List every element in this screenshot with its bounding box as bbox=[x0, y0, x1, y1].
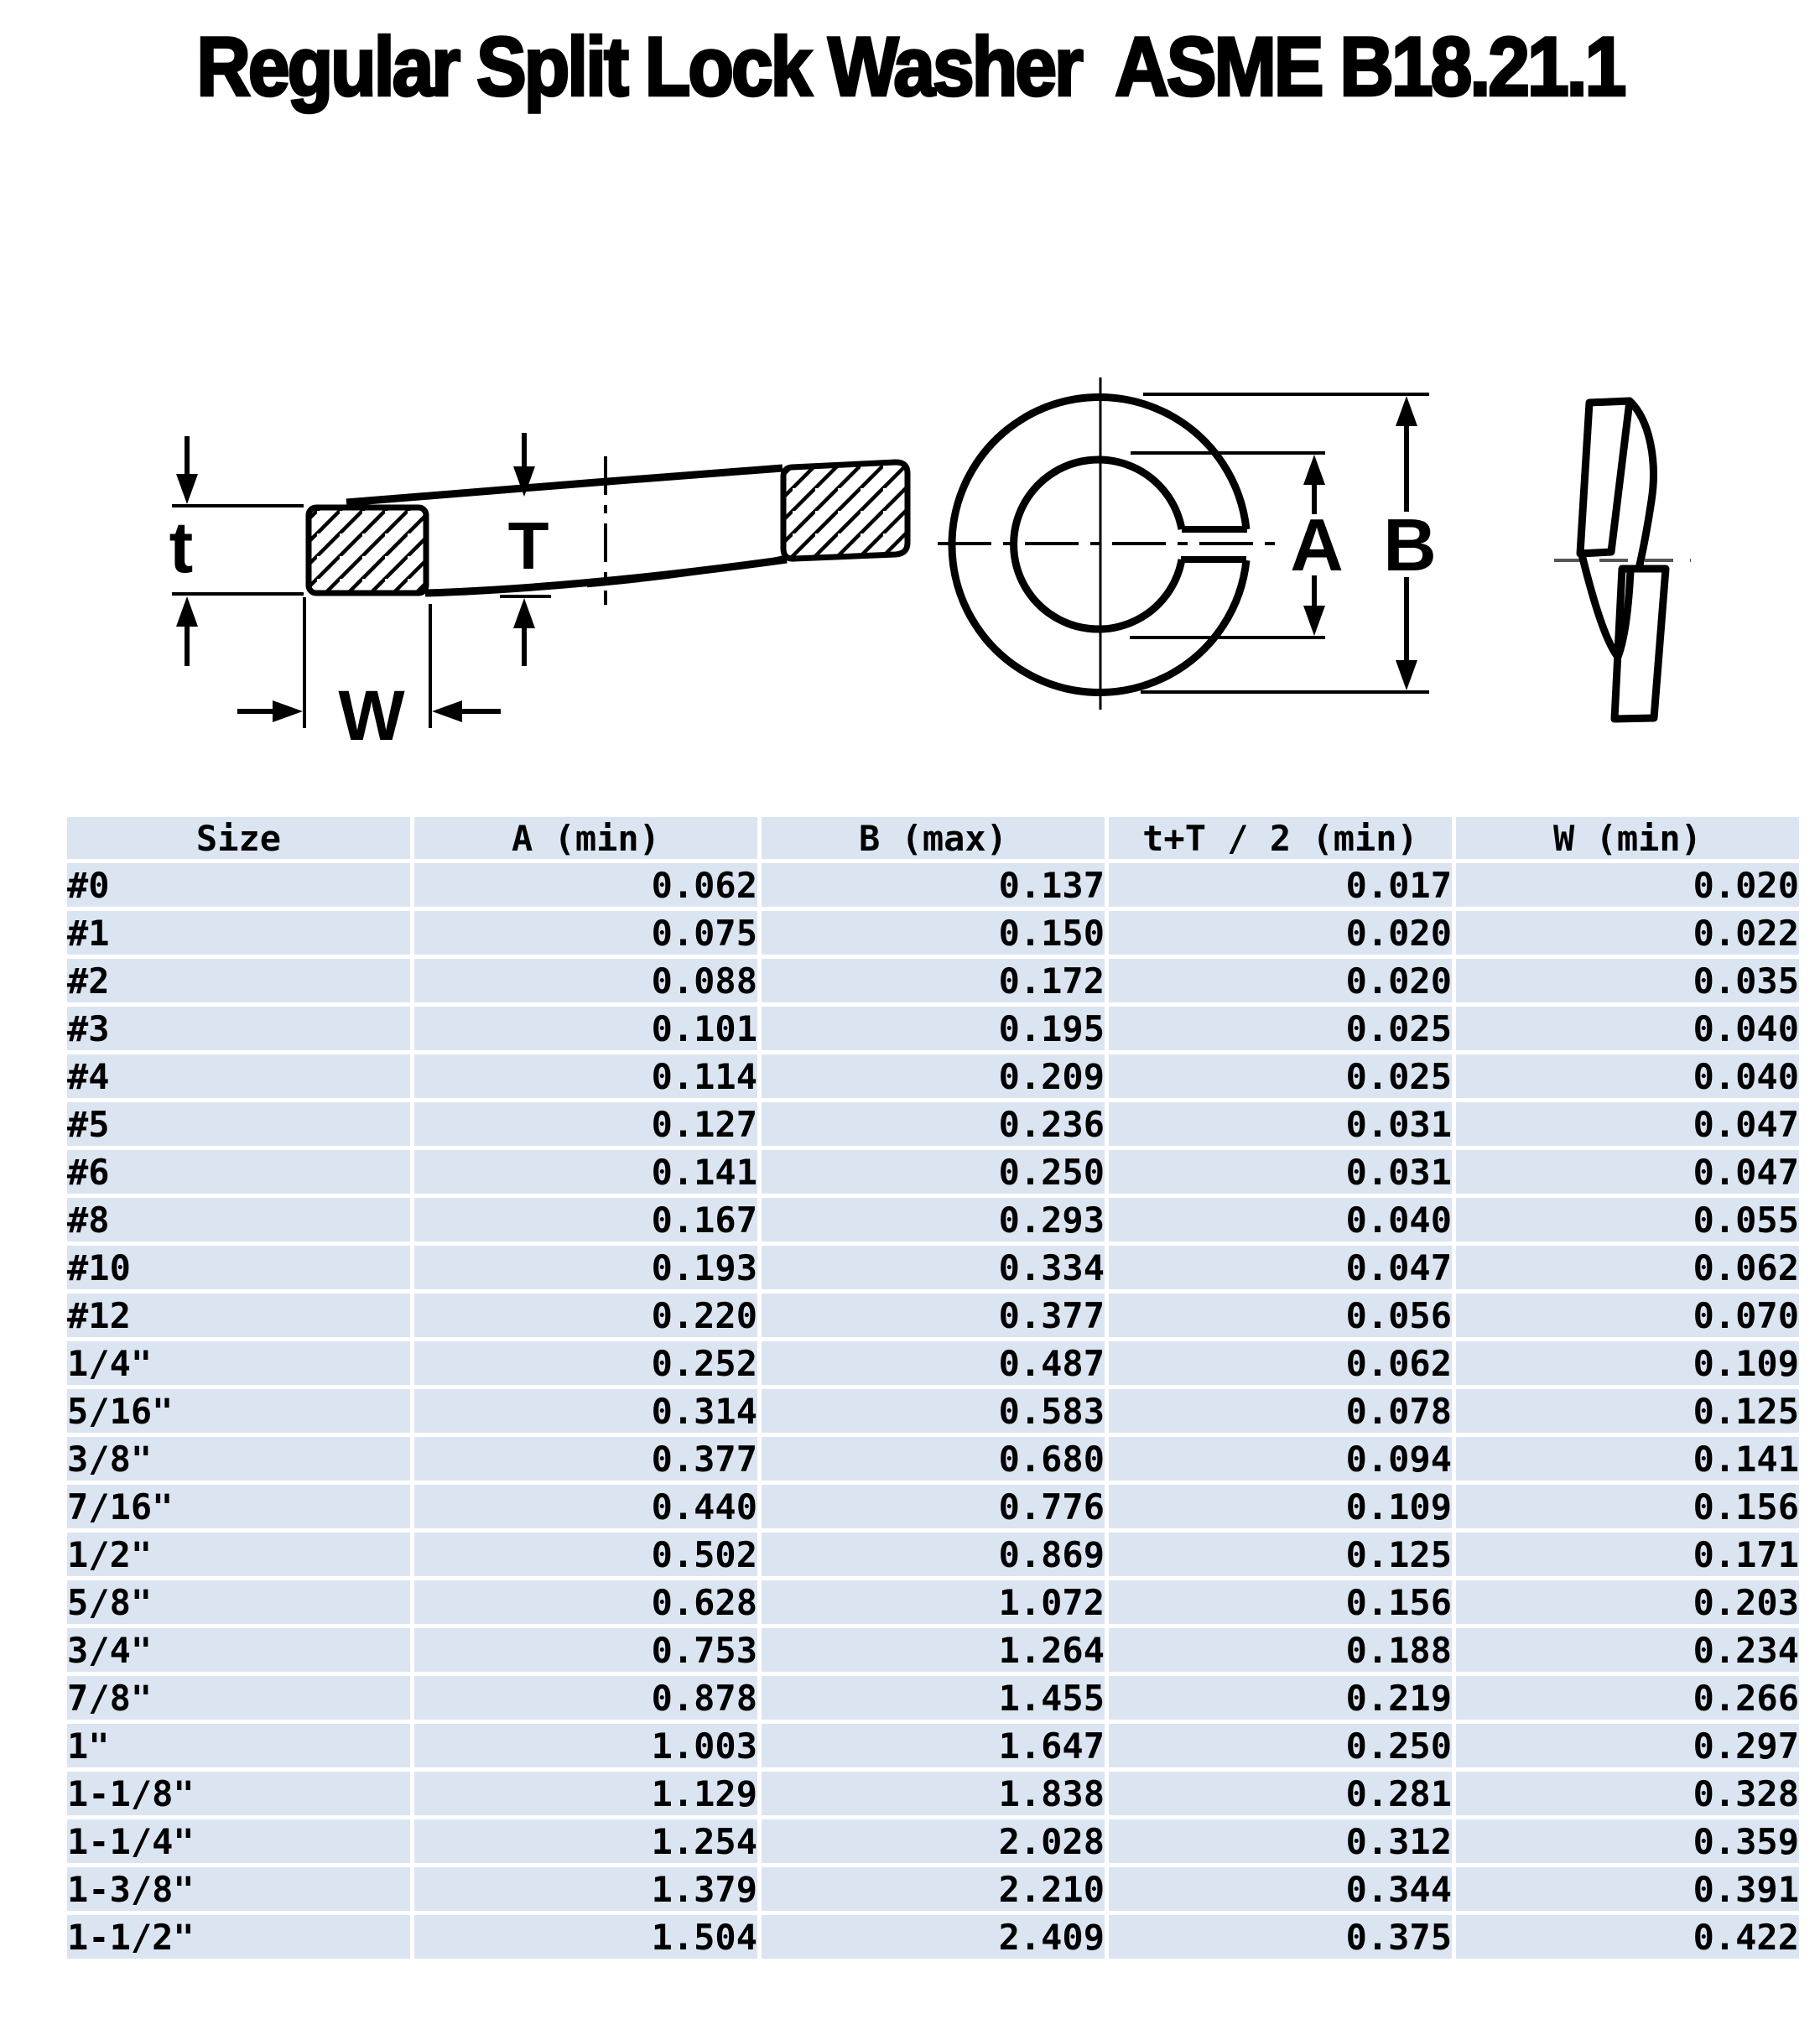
dimension-t bbox=[169, 436, 304, 666]
value-cell: 0.628 bbox=[414, 1580, 757, 1624]
value-cell: 0.047 bbox=[1109, 1246, 1452, 1289]
size-cell: 1-3/8" bbox=[67, 1867, 410, 1911]
value-cell: 0.281 bbox=[1109, 1772, 1452, 1815]
table-row bbox=[67, 1819, 1799, 1863]
value-cell: 2.028 bbox=[762, 1819, 1105, 1863]
value-cell: 0.127 bbox=[414, 1102, 757, 1146]
size-cell: 3/8" bbox=[67, 1437, 410, 1481]
column-header: B (max) bbox=[762, 817, 1105, 859]
value-cell: 0.094 bbox=[1109, 1437, 1452, 1481]
table-row bbox=[67, 1867, 1799, 1911]
dim-label-t: t bbox=[169, 507, 194, 588]
table-row bbox=[67, 1724, 1799, 1767]
front-view bbox=[938, 377, 1437, 710]
size-cell: #5 bbox=[67, 1102, 410, 1146]
table-row bbox=[67, 1676, 1799, 1720]
value-cell: 0.025 bbox=[1109, 1054, 1452, 1098]
value-cell: 0.047 bbox=[1456, 1150, 1799, 1194]
value-cell: 0.312 bbox=[1109, 1819, 1452, 1863]
value-cell: 0.219 bbox=[1109, 1676, 1452, 1720]
dimension-table-section bbox=[63, 813, 1803, 1963]
value-cell: 0.250 bbox=[762, 1150, 1105, 1194]
cut-face-left bbox=[309, 507, 426, 593]
value-cell: 0.070 bbox=[1456, 1293, 1799, 1337]
table-row bbox=[67, 1437, 1799, 1481]
cross-section-view bbox=[169, 433, 907, 755]
value-cell: 0.125 bbox=[1456, 1389, 1799, 1433]
value-cell: 0.359 bbox=[1456, 1819, 1799, 1863]
size-cell: #0 bbox=[67, 863, 410, 907]
value-cell: 0.334 bbox=[762, 1246, 1105, 1289]
value-cell: 0.156 bbox=[1456, 1485, 1799, 1528]
value-cell: 0.776 bbox=[762, 1485, 1105, 1528]
size-cell: #2 bbox=[67, 959, 410, 1002]
value-cell: 1.129 bbox=[414, 1772, 757, 1815]
value-cell: 1.647 bbox=[762, 1724, 1105, 1767]
value-cell: 0.234 bbox=[1456, 1628, 1799, 1672]
table-row bbox=[67, 1007, 1799, 1050]
arrow-up-icon bbox=[513, 598, 535, 628]
table-row bbox=[67, 1293, 1799, 1337]
value-cell: 2.210 bbox=[762, 1867, 1105, 1911]
page-title bbox=[0, 20, 1820, 114]
value-cell: 0.025 bbox=[1109, 1007, 1452, 1050]
value-cell: 0.753 bbox=[414, 1628, 757, 1672]
size-cell: #6 bbox=[67, 1150, 410, 1194]
table-row bbox=[67, 1580, 1799, 1624]
value-cell: 0.150 bbox=[762, 911, 1105, 955]
value-cell: 0.171 bbox=[1456, 1533, 1799, 1576]
value-cell: 0.209 bbox=[762, 1054, 1105, 1098]
page-title-text: Regular Split Lock Washer ASME B18.21.1 bbox=[195, 21, 1624, 114]
value-cell: 1.379 bbox=[414, 1867, 757, 1911]
table-header bbox=[67, 817, 1799, 859]
dimension-W bbox=[237, 597, 501, 755]
value-cell: 0.062 bbox=[414, 863, 757, 907]
value-cell: 0.583 bbox=[762, 1389, 1105, 1433]
arrow-up-icon bbox=[1396, 396, 1417, 426]
value-cell: 0.680 bbox=[762, 1437, 1105, 1481]
value-cell: 0.017 bbox=[1109, 863, 1452, 907]
size-cell: #12 bbox=[67, 1293, 410, 1337]
dimension-table bbox=[63, 813, 1803, 1963]
value-cell: 0.088 bbox=[414, 959, 757, 1002]
table-row bbox=[67, 959, 1799, 1002]
size-cell: 3/4" bbox=[67, 1628, 410, 1672]
value-cell: 0.344 bbox=[1109, 1867, 1452, 1911]
value-cell: 0.167 bbox=[414, 1198, 757, 1241]
value-cell: 2.409 bbox=[762, 1915, 1105, 1959]
arrow-down-icon bbox=[176, 474, 198, 504]
washer-technical-drawing bbox=[0, 352, 1820, 763]
value-cell: 0.055 bbox=[1456, 1198, 1799, 1241]
value-cell: 0.141 bbox=[414, 1150, 757, 1194]
value-cell: 0.022 bbox=[1456, 911, 1799, 955]
value-cell: 0.375 bbox=[1109, 1915, 1452, 1959]
size-cell: 1/2" bbox=[67, 1533, 410, 1576]
size-cell: #8 bbox=[67, 1198, 410, 1241]
arrow-left-icon bbox=[432, 700, 462, 722]
value-cell: 0.056 bbox=[1109, 1293, 1452, 1337]
side-view bbox=[1554, 401, 1691, 719]
value-cell: 0.250 bbox=[1109, 1724, 1452, 1767]
table-row bbox=[67, 1246, 1799, 1289]
value-cell: 0.377 bbox=[762, 1293, 1105, 1337]
arrow-up-icon bbox=[1303, 455, 1325, 485]
value-cell: 0.040 bbox=[1109, 1198, 1452, 1241]
table-row bbox=[67, 1150, 1799, 1194]
table-row bbox=[67, 1054, 1799, 1098]
size-cell: 1-1/8" bbox=[67, 1772, 410, 1815]
value-cell: 0.236 bbox=[762, 1102, 1105, 1146]
value-cell: 0.377 bbox=[414, 1437, 757, 1481]
arrow-down-icon bbox=[1396, 660, 1417, 690]
table-row bbox=[67, 1915, 1799, 1959]
value-cell: 1.003 bbox=[414, 1724, 757, 1767]
size-cell: #1 bbox=[67, 911, 410, 955]
dim-label-W: W bbox=[338, 676, 405, 755]
size-cell: 1-1/2" bbox=[67, 1915, 410, 1959]
size-cell: 1" bbox=[67, 1724, 410, 1767]
value-cell: 0.188 bbox=[1109, 1628, 1452, 1672]
value-cell: 0.125 bbox=[1109, 1533, 1452, 1576]
size-cell: 5/16" bbox=[67, 1389, 410, 1433]
table-row bbox=[67, 863, 1799, 907]
size-cell: #4 bbox=[67, 1054, 410, 1098]
value-cell: 0.101 bbox=[414, 1007, 757, 1050]
cut-face-right bbox=[783, 462, 907, 559]
value-cell: 0.487 bbox=[762, 1341, 1105, 1385]
value-cell: 0.252 bbox=[414, 1341, 757, 1385]
upper-coil-face bbox=[1580, 401, 1630, 554]
value-cell: 0.391 bbox=[1456, 1867, 1799, 1911]
value-cell: 0.137 bbox=[762, 863, 1105, 907]
value-cell: 1.455 bbox=[762, 1676, 1105, 1720]
arrow-down-icon bbox=[1303, 606, 1325, 636]
value-cell: 0.020 bbox=[1456, 863, 1799, 907]
value-cell: 0.035 bbox=[1456, 959, 1799, 1002]
value-cell: 0.266 bbox=[1456, 1676, 1799, 1720]
size-cell: 7/16" bbox=[67, 1485, 410, 1528]
value-cell: 0.869 bbox=[762, 1533, 1105, 1576]
value-cell: 0.031 bbox=[1109, 1150, 1452, 1194]
dim-label-A: A bbox=[1290, 503, 1344, 586]
value-cell: 0.193 bbox=[414, 1246, 757, 1289]
value-cell: 0.328 bbox=[1456, 1772, 1799, 1815]
table-row bbox=[67, 911, 1799, 955]
size-cell: 7/8" bbox=[67, 1676, 410, 1720]
table-body bbox=[67, 863, 1799, 1959]
value-cell: 0.203 bbox=[1456, 1580, 1799, 1624]
value-cell: 0.297 bbox=[1456, 1724, 1799, 1767]
column-header: A (min) bbox=[414, 817, 757, 859]
size-cell: 5/8" bbox=[67, 1580, 410, 1624]
column-header: W (min) bbox=[1456, 817, 1799, 859]
value-cell: 0.878 bbox=[414, 1676, 757, 1720]
value-cell: 0.502 bbox=[414, 1533, 757, 1576]
value-cell: 0.020 bbox=[1109, 959, 1452, 1002]
value-cell: 0.195 bbox=[762, 1007, 1105, 1050]
value-cell: 1.504 bbox=[414, 1915, 757, 1959]
size-cell: 1/4" bbox=[67, 1341, 410, 1385]
value-cell: 0.220 bbox=[414, 1293, 757, 1337]
size-cell: #10 bbox=[67, 1246, 410, 1289]
value-cell: 0.109 bbox=[1109, 1485, 1452, 1528]
size-cell: 1-1/4" bbox=[67, 1819, 410, 1863]
value-cell: 0.440 bbox=[414, 1485, 757, 1528]
value-cell: 0.075 bbox=[414, 911, 757, 955]
column-header: Size bbox=[67, 817, 410, 859]
value-cell: 0.062 bbox=[1109, 1341, 1452, 1385]
table-row bbox=[67, 1628, 1799, 1672]
header-row bbox=[67, 817, 1799, 859]
bar-top-edge bbox=[346, 468, 783, 502]
value-cell: 0.062 bbox=[1456, 1246, 1799, 1289]
value-cell: 0.141 bbox=[1456, 1437, 1799, 1481]
dimension-T bbox=[500, 433, 551, 666]
value-cell: 0.047 bbox=[1456, 1102, 1799, 1146]
arrow-right-icon bbox=[273, 700, 303, 722]
dim-label-T: T bbox=[507, 508, 549, 583]
table-row bbox=[67, 1102, 1799, 1146]
value-cell: 0.293 bbox=[762, 1198, 1105, 1241]
value-cell: 0.031 bbox=[1109, 1102, 1452, 1146]
value-cell: 0.156 bbox=[1109, 1580, 1452, 1624]
table-row bbox=[67, 1198, 1799, 1241]
value-cell: 0.422 bbox=[1456, 1915, 1799, 1959]
value-cell: 1.838 bbox=[762, 1772, 1105, 1815]
value-cell: 0.172 bbox=[762, 959, 1105, 1002]
table-row bbox=[67, 1772, 1799, 1815]
value-cell: 0.040 bbox=[1456, 1054, 1799, 1098]
table-row bbox=[67, 1485, 1799, 1528]
table-row bbox=[67, 1533, 1799, 1576]
value-cell: 0.314 bbox=[414, 1389, 757, 1433]
value-cell: 0.114 bbox=[414, 1054, 757, 1098]
value-cell: 0.020 bbox=[1109, 911, 1452, 955]
value-cell: 0.109 bbox=[1456, 1341, 1799, 1385]
value-cell: 1.072 bbox=[762, 1580, 1105, 1624]
value-cell: 1.264 bbox=[762, 1628, 1105, 1672]
table-row bbox=[67, 1341, 1799, 1385]
size-cell: #3 bbox=[67, 1007, 410, 1050]
value-cell: 0.040 bbox=[1456, 1007, 1799, 1050]
dim-label-B: B bbox=[1383, 503, 1437, 586]
washer-diagram-svg bbox=[0, 352, 1820, 763]
value-cell: 1.254 bbox=[414, 1819, 757, 1863]
column-header: t+T / 2 (min) bbox=[1109, 817, 1452, 859]
arrow-up-icon bbox=[176, 596, 198, 627]
value-cell: 0.078 bbox=[1109, 1389, 1452, 1433]
table-row bbox=[67, 1389, 1799, 1433]
